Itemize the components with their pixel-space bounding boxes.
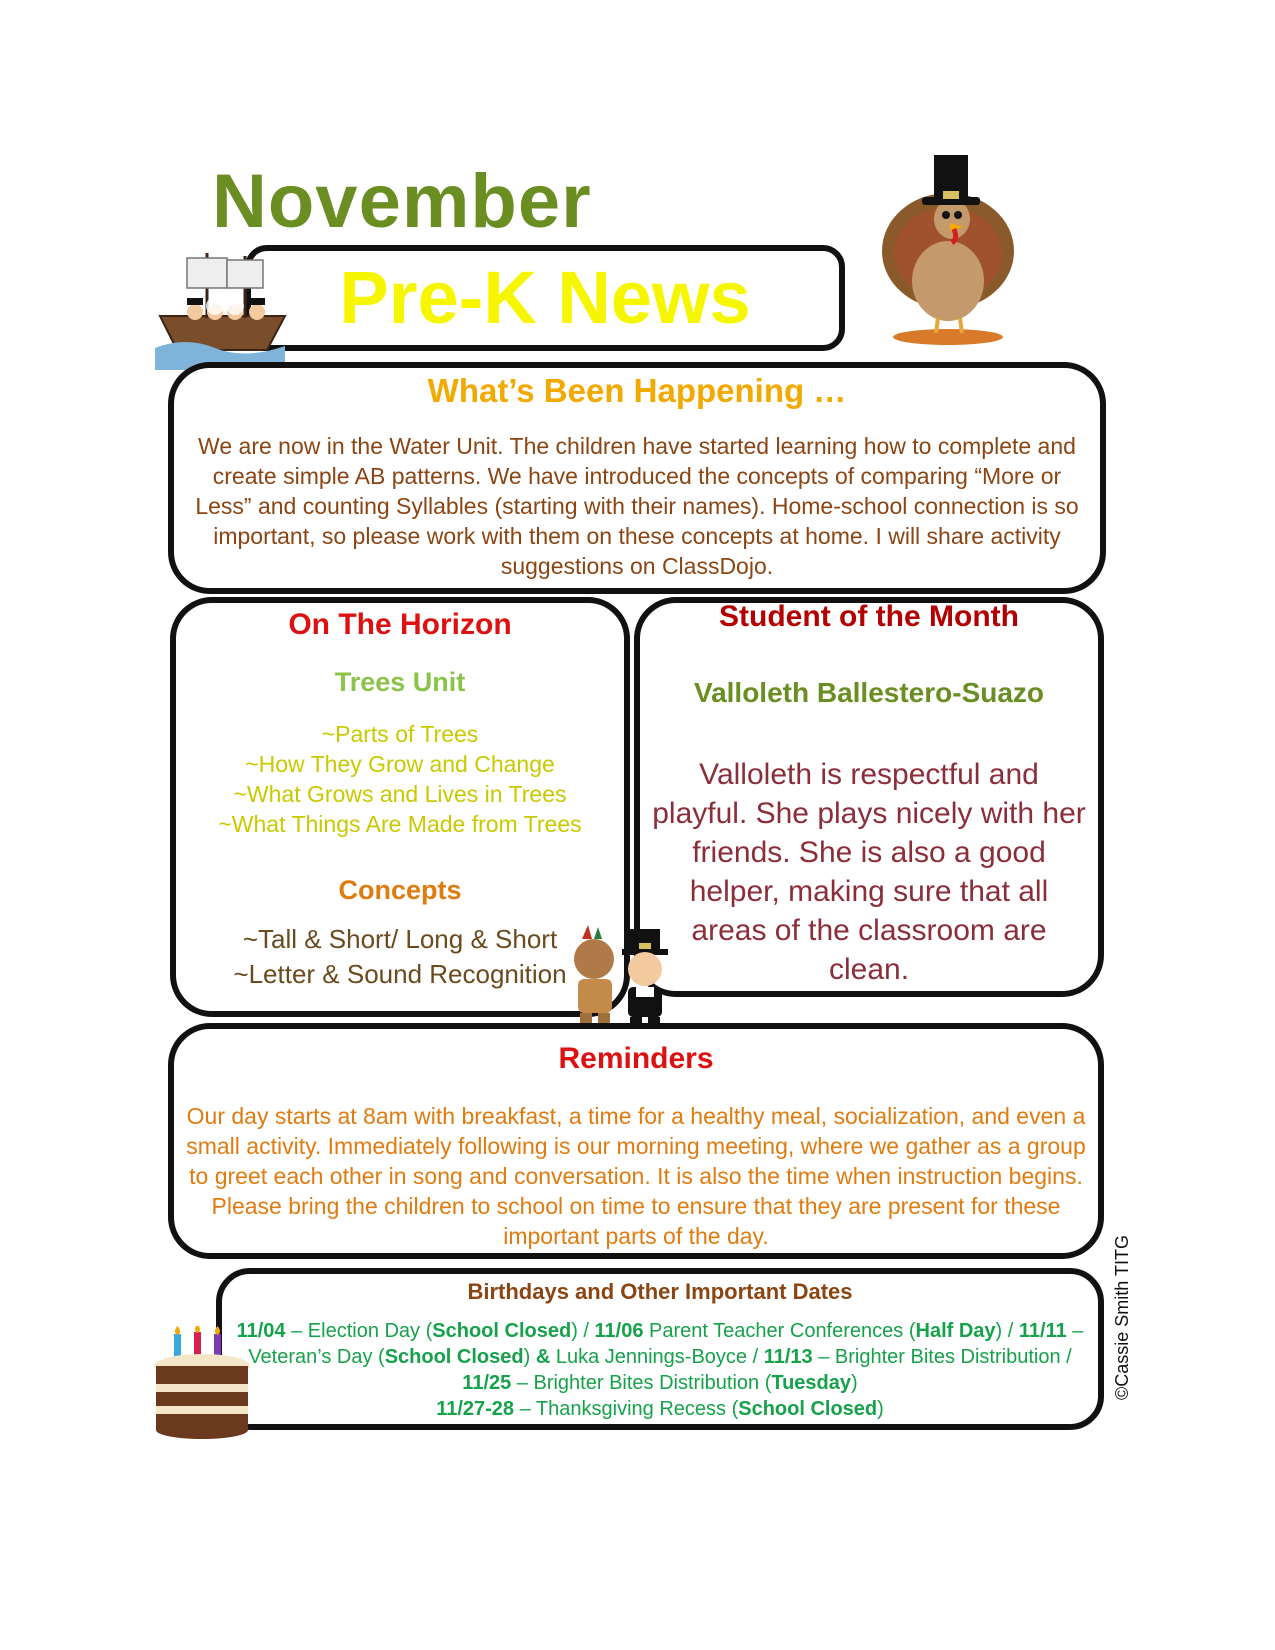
dates-heading: Birthdays and Other Important Dates — [467, 1279, 853, 1304]
reminders-heading: Reminders — [558, 1042, 714, 1075]
list-item: ~Parts of Trees — [321, 721, 479, 747]
month-heading: November — [212, 159, 592, 244]
list-item: ~How They Grow and Change — [245, 751, 555, 777]
student-name: Valloleth Ballestero-Suazo — [693, 677, 1045, 708]
newsletter-title: Pre-K News — [339, 256, 751, 339]
dates-text: 11/04 – Election Day (School Closed) / 11/06 Parent Teacher Conferences (Half Day) / 11/11 – Veteran’s Day (School Closed) & Luka Jennings-Boyce / 11/13 – Brighter Bites Distribution / 11/25 – Brighter Bites Distribution (Tuesday) 11/27-28 – Thanksgiving Recess (School Closed) — [236, 1320, 1084, 1420]
unit-topic-list — [170, 719, 630, 839]
birthday-cake-icon — [150, 1326, 258, 1440]
unit-heading: Trees Unit — [334, 667, 466, 697]
happening-text: We are now in the Water Unit. The children have started learning how to complete and create simple AB patterns. We have introduced the concepts of comparing “More or Less” and counting Syllables (starting with their names). Home-school connection is so important, so please work with them on these concepts at home. I will share activity suggestions on ClassDojo. — [195, 433, 1079, 579]
student-description: Valloleth is respectful and playful. She plays nicely with her friends. She is also a good helper, making sure that all areas of the classroom are clean. — [652, 758, 1086, 986]
copyright-notice: ©Cassie Smith TITG — [1112, 1235, 1132, 1400]
list-item: ~What Things Are Made from Trees — [218, 811, 582, 837]
list-item: ~Tall & Short/ Long & Short — [242, 924, 558, 954]
concepts-list — [170, 922, 630, 992]
happening-heading: What’s Been Happening … — [427, 372, 847, 409]
list-item: ~Letter & Sound Recognition — [233, 959, 567, 989]
reminders-text: Our day starts at 8am with breakfast, a time for a healthy meal, socialization, and even a small activity. Immediately following is our morning meeting, where we gather as a group to greet each other in song and conversation. It is also the time when instruction begins. Please bring the children to school on time to ensure that they are present for these important parts of the day. — [186, 1103, 1086, 1249]
pilgrim-turkey-icon — [878, 153, 1018, 345]
concepts-heading: Concepts — [338, 875, 462, 905]
student-of-month-heading: Student of the Month — [719, 600, 1019, 633]
list-item: ~What Grows and Lives in Trees — [233, 781, 567, 807]
pilgrim-ship-icon — [155, 248, 290, 373]
horizon-heading: On The Horizon — [288, 608, 512, 641]
